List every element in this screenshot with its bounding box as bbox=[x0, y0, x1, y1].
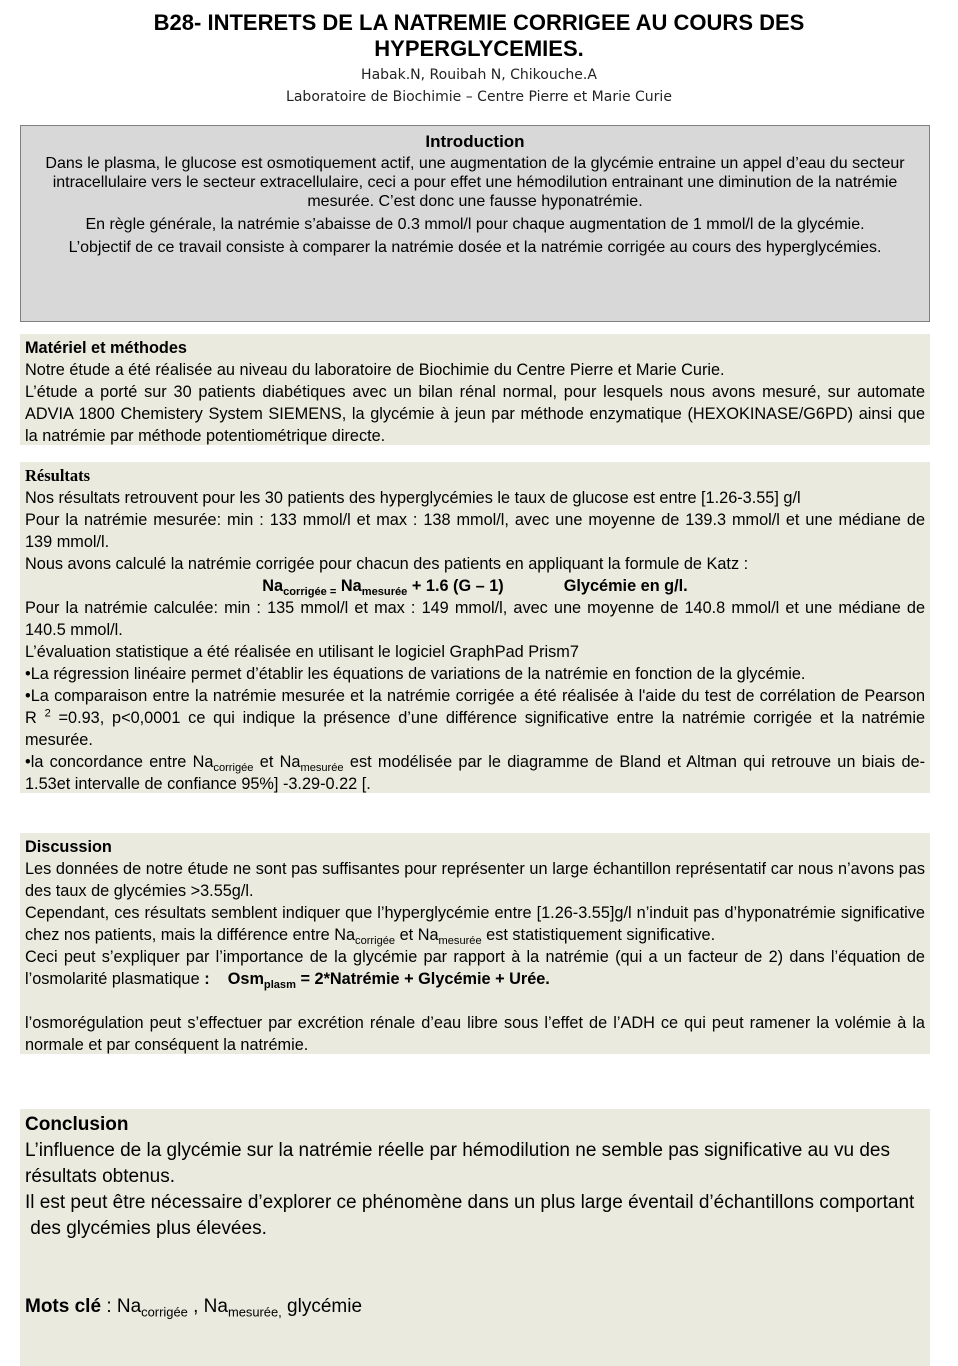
conclusion-paragraph-1: L’influence de la glycémie sur la natrémie réelle par hémodilution ne semble pas significative au vu des résultats obtenus. bbox=[25, 1140, 890, 1187]
keywords: Mots clé : $Na_{corrigée}$ , $Na_{mesurée,}$ glycémie bbox=[25, 1296, 363, 1320]
methods-title: Matériel et méthodes bbox=[25, 339, 187, 357]
conclusion-section bbox=[20, 1109, 930, 1366]
conclusion-title: Conclusion bbox=[25, 1114, 129, 1135]
katz-formula: $Na_{corrigée =}$ $Na_{mesurée} + 1.6$ (G – 1) Glycémie en g/l. bbox=[262, 577, 688, 598]
poster-header bbox=[0, 10, 958, 108]
introduction-paragraph-3: L’objectif de ce travail consiste à comparer la natrémie dosée et la natrémie corrigée au cours des hyperglycémies. bbox=[68, 239, 882, 256]
results-section bbox=[20, 462, 930, 793]
results-paragraph-5: L’évaluation statistique a été réalisée en utilisant le logiciel GraphPad Prism7 bbox=[25, 643, 579, 661]
results-paragraph-6: •La régression linéaire permet d’établir les équations de variations de la natrémie en fonction de la glycémie. bbox=[25, 665, 806, 683]
methods-paragraph-2: L’étude a porté sur 30 patients diabétiques avec un bilan rénal normal, pour lesquels nous avons mesuré, sur automate ADVIA 1800 Chemistery System SIEMENS, la glycémie à jeun par méthode enzymatique (HEXOKINASE/G6PD) ainsi que la natrémie par méthode potentiométrique directe. bbox=[25, 383, 925, 445]
results-paragraph-7: •La comparaison entre la natrémie mesurée et la natrémie corrigée a été réalisée à l'aide du test de corrélation de Pearson R $^2$ =0.93, p<0,0001 ce qui indique la présence d’une différence significative entre la natrémie corrigée et la natrémie mesurée. bbox=[25, 687, 926, 749]
authors: Habak.N, Rouibah N, Chikouche.A bbox=[361, 67, 597, 83]
results-paragraph-3: Nous avons calculé la natrémie corrigée pour chacun des patients en appliquant la formule de Katz : bbox=[25, 555, 749, 573]
results-paragraph-4: Pour la natrémie calculée: min : 135 mmol/l et max : 149 mmol/l, avec une moyenne de 140.8 mmol/l et une médiane de 140.5 mmol/l. bbox=[25, 599, 925, 639]
results-title: Résultats bbox=[25, 466, 91, 485]
introduction-paragraph-1: Dans le plasma, le glucose est osmotiquement actif, une augmentation de la glycémie entraine un appel d’eau du secteur intracellulaire vers le secteur extracellulaire, ceci a pour effet une hémodilution entrainant une diminution de la natrémie mesurée. C’est donc une fausse hyponatrémie. bbox=[45, 155, 905, 210]
introduction-section bbox=[20, 125, 930, 322]
poster-title bbox=[0, 10, 958, 62]
results-paragraph-8: •la concordance entre $Na_{corrigée}$ et $Na_{mesurée}$ est modélisée par le diagramme de Bland et Altman qui retrouve un biais de-1.53et intervalle de confiance 95%] -3.29-0.22 [. bbox=[25, 753, 926, 793]
discussion-paragraph-2: Cependant, ces résultats semblent indiquer que l’hyperglycémie entre [1.26-3.55]g/l n’induit pas d’hyponatrémie significative chez nos patients, mais la différence entre $Na_{corrigée}$ et $Na_{mesurée}$ est statistiquement significative. bbox=[25, 904, 925, 947]
discussion-paragraph-1: Les données de notre étude ne sont pas suffisantes pour représenter un large échantillon représentatif car nous n’avons pas des taux de glycémies >3.55g/l. bbox=[25, 860, 925, 900]
introduction-paragraph-2: En règle générale, la natrémie s’abaisse de 0.3 mmol/l pour chaque augmentation de 1 mmol/l de la glycémie. bbox=[85, 216, 865, 233]
discussion-paragraph-4: l’osmorégulation peut s’effectuer par excrétion rénale d’eau libre sous l’effet de l’ADH ce qui peut ramener la volémie à la normale et par conséquent la natrémie. bbox=[25, 1014, 925, 1054]
title-line-2: HYPERGLYCEMIES. bbox=[374, 36, 584, 61]
results-paragraph-2: Pour la natrémie mesurée: min : 133 mmol/l et max : 138 mmol/l, avec une moyenne de 139.3 mmol/l et une médiane de 139 mmol/l. bbox=[25, 511, 925, 551]
laboratory: Laboratoire de Biochimie – Centre Pierre et Marie Curie bbox=[286, 89, 672, 105]
conclusion-paragraph-2: Il est peut être nécessaire d’explorer ce phénomène dans un plus large éventail d’échantillons comportant bbox=[25, 1192, 915, 1213]
methods-paragraph-1: Notre étude a été réalisée au niveau du laboratoire de Biochimie du Centre Pierre et Marie Curie. bbox=[25, 361, 725, 379]
results-paragraph-1: Nos résultats retrouvent pour les 30 patients des hyperglycémies le taux de glucose est entre [1.26-3.55] g/l bbox=[25, 489, 801, 507]
conclusion-paragraph-3: des glycémies plus élevées. bbox=[30, 1218, 267, 1239]
title-line-1: B28- INTERETS DE LA NATREMIE CORRIGEE AU COURS DES bbox=[153, 10, 805, 35]
discussion-section bbox=[20, 833, 930, 1054]
methods-section bbox=[20, 334, 930, 445]
discussion-paragraph-3: Ceci peut s’expliquer par l’importance de la glycémie par rapport à la natrémie (qui a un facteur de 2) dans l’équation de l’osmolarité plasmatique : Osm$_{plasm}$ = 2*Natrémie + Glycémie + Urée. bbox=[25, 948, 925, 991]
introduction-title: Introduction bbox=[425, 132, 525, 151]
discussion-title: Discussion bbox=[25, 838, 112, 856]
